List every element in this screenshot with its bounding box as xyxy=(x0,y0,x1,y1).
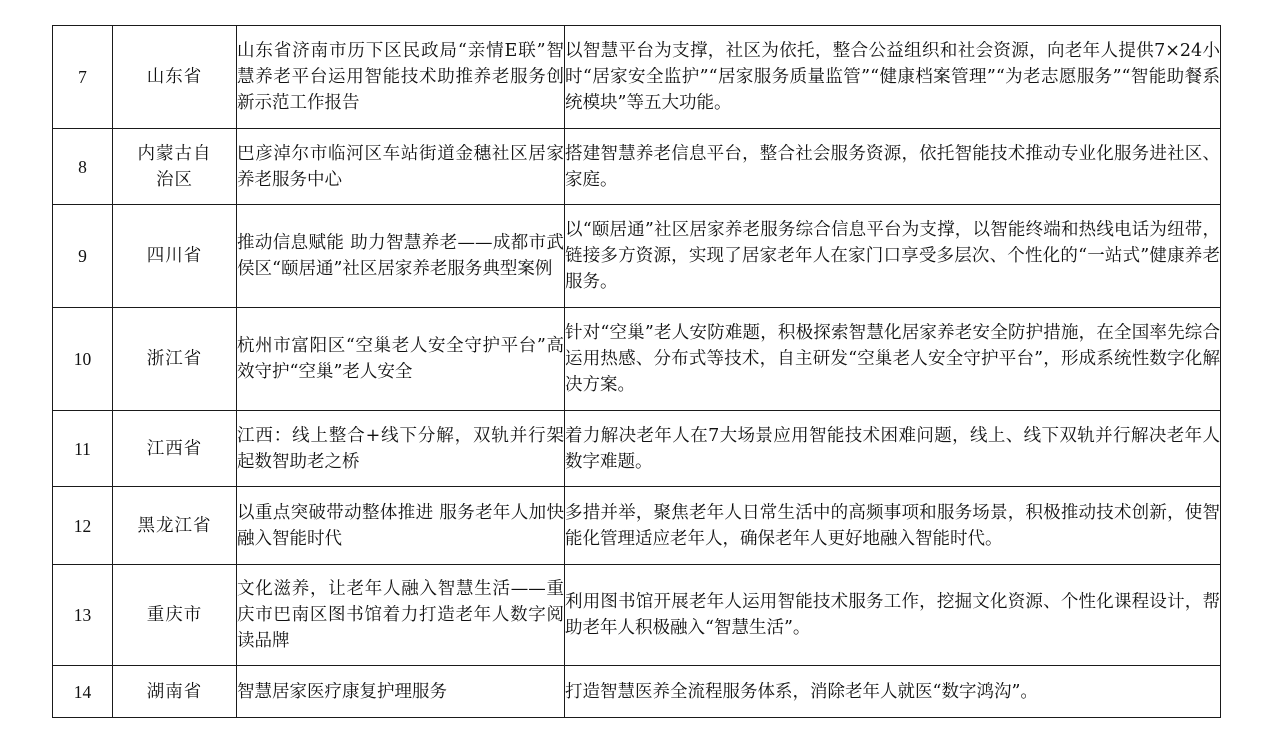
province-cell: 重庆市 xyxy=(113,565,237,666)
case-table xyxy=(52,25,1221,718)
case-description-cell: 以智慧平台为支撑，社区为依托，整合公益组织和社会资源，向老年人提供7×24小时“居家安全监护”“居家服务质量监管”“健康档案管理”“为老志愿服务”“智能助餐系统模块”等五大功能。 xyxy=(565,26,1221,129)
row-number: 9 xyxy=(53,205,113,308)
table-row xyxy=(53,26,1221,129)
row-number: 14 xyxy=(53,666,113,718)
case-title-cell: 文化滋养，让老年人融入智慧生活——重庆市巴南区图书馆着力打造老年人数字阅读品牌 xyxy=(237,565,565,666)
row-number: 7 xyxy=(53,26,113,129)
table-row xyxy=(53,129,1221,205)
province-cell: 湖南省 xyxy=(113,666,237,718)
case-description-cell: 着力解决老年人在7大场景应用智能技术困难问题，线上、线下双轨并行解决老年人数字难题。 xyxy=(565,411,1221,487)
row-number: 11 xyxy=(53,411,113,487)
table-row xyxy=(53,205,1221,308)
table-row xyxy=(53,411,1221,487)
case-description-cell: 搭建智慧养老信息平台，整合社会服务资源，依托智能技术推动专业化服务进社区、家庭。 xyxy=(565,129,1221,205)
case-description-cell: 多措并举，聚焦老年人日常生活中的高频事项和服务场景，积极推动技术创新，使智能化管理适应老年人，确保老年人更好地融入智能时代。 xyxy=(565,487,1221,565)
table-row xyxy=(53,565,1221,666)
province-cell: 浙江省 xyxy=(113,308,237,411)
case-title-cell: 山东省济南市历下区民政局“亲情E联”智慧养老平台运用智能技术助推养老服务创新示范工作报告 xyxy=(237,26,565,129)
row-number: 10 xyxy=(53,308,113,411)
row-number: 8 xyxy=(53,129,113,205)
table-row xyxy=(53,308,1221,411)
table-row xyxy=(53,666,1221,718)
case-title-cell: 智慧居家医疗康复护理服务 xyxy=(237,666,565,718)
province-cell: 内蒙古自治区 xyxy=(113,129,237,205)
province-cell: 山东省 xyxy=(113,26,237,129)
case-title-cell: 巴彦淖尔市临河区车站街道金穗社区居家养老服务中心 xyxy=(237,129,565,205)
province-cell: 四川省 xyxy=(113,205,237,308)
table-row xyxy=(53,487,1221,565)
province-cell: 黑龙江省 xyxy=(113,487,237,565)
case-description-cell: 以“颐居通”社区居家养老服务综合信息平台为支撑，以智能终端和热线电话为纽带，链接多方资源，实现了居家老年人在家门口享受多层次、个性化的“一站式”健康养老服务。 xyxy=(565,205,1221,308)
case-title-cell: 杭州市富阳区“空巢老人安全守护平台”高效守护“空巢”老人安全 xyxy=(237,308,565,411)
case-title-cell: 以重点突破带动整体推进 服务老年人加快融入智能时代 xyxy=(237,487,565,565)
province-cell: 江西省 xyxy=(113,411,237,487)
row-number: 12 xyxy=(53,487,113,565)
case-description-cell: 针对“空巢”老人安防难题，积极探索智慧化居家养老安全防护措施，在全国率先综合运用热感、分布式等技术，自主研发“空巢老人安全守护平台”，形成系统性数字化解决方案。 xyxy=(565,308,1221,411)
case-description-cell: 打造智慧医养全流程服务体系，消除老年人就医“数字鸿沟”。 xyxy=(565,666,1221,718)
row-number: 13 xyxy=(53,565,113,666)
case-title-cell: 推动信息赋能 助力智慧养老——成都市武侯区“颐居通”社区居家养老服务典型案例 xyxy=(237,205,565,308)
case-description-cell: 利用图书馆开展老年人运用智能技术服务工作，挖掘文化资源、个性化课程设计，帮助老年人积极融入“智慧生活”。 xyxy=(565,565,1221,666)
case-title-cell: 江西：线上整合+线下分解，双轨并行架起数智助老之桥 xyxy=(237,411,565,487)
